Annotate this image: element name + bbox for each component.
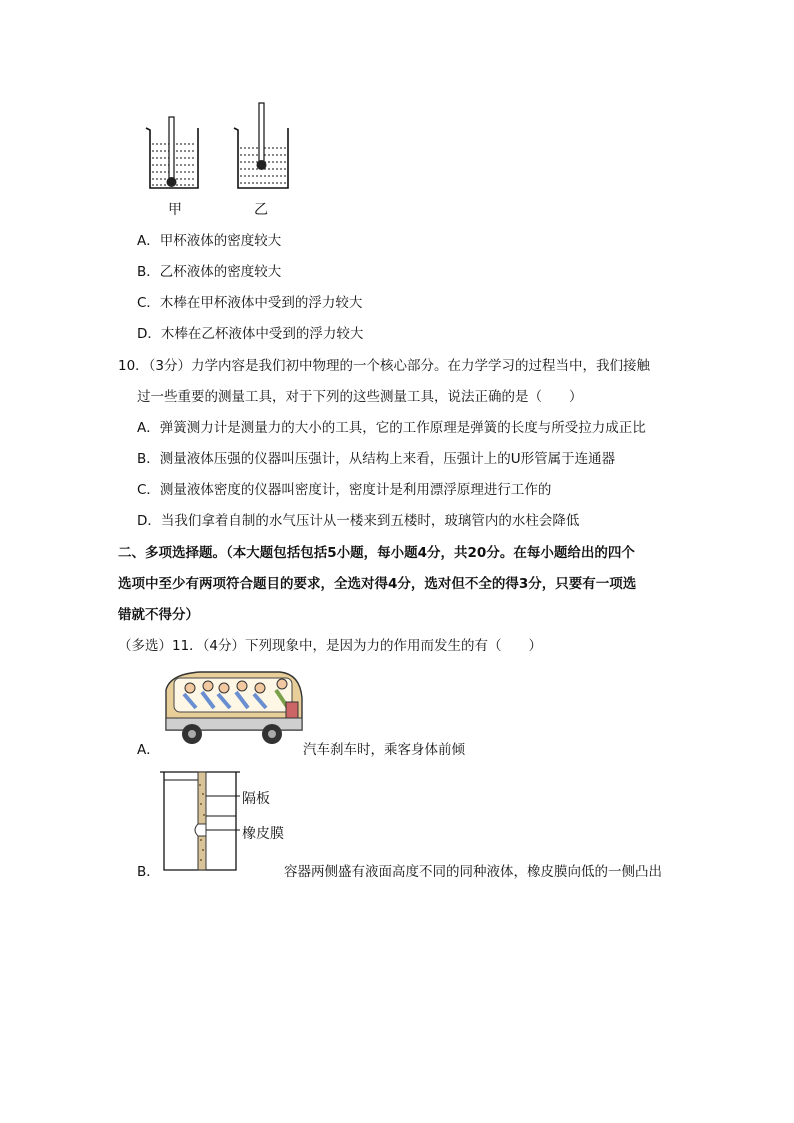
- q10-stem-line2: 过一些重要的测量工具，对于下列的这些测量工具，说法正确的是（ ）: [137, 389, 583, 405]
- q11-stem: （多选）11．（4分）下列现象中，是因为力的作用而发生的有（ ）: [118, 638, 543, 654]
- label-partition-board: 隔板: [242, 791, 270, 807]
- beaker-label-jia: 甲: [168, 202, 182, 218]
- q10-option-b: B．测量液体压强的仪器叫压强计，从结构上来看，压强计上的U形管属于连通器: [137, 451, 616, 467]
- q10-stem-line1: 10．（3分）力学内容是我们初中物理的一个核心部分。在力学学习的过程当中，我们接触: [118, 358, 651, 374]
- q11-option-a-text: 汽车刹车时，乘客身体前倾: [303, 742, 465, 758]
- q10-option-c: C．测量液体密度的仪器叫密度计，密度计是利用漂浮原理进行工作的: [137, 482, 552, 498]
- q9-option-d: D．木棒在乙杯液体中受到的浮力较大: [137, 326, 364, 342]
- beakers-figure: [140, 100, 300, 200]
- q9-option-b: B．乙杯液体的密度较大: [137, 264, 282, 280]
- beaker-yi: [234, 103, 288, 188]
- section2-line2: 选项中至少有两项符合题目的要求，全选对得4分，选对但不全的得3分，只要有一项选: [118, 576, 637, 592]
- bus-illustration: [160, 668, 305, 750]
- label-rubber-membrane: 橡皮膜: [242, 826, 284, 842]
- section2-line3: 错就不得分）: [118, 607, 199, 623]
- q9-option-c: C．木棒在甲杯液体中受到的浮力较大: [137, 295, 363, 311]
- q11-option-b-letter: B．: [137, 864, 160, 880]
- q9-option-a: A．甲杯液体的密度较大: [137, 233, 282, 249]
- q10-option-d: D．当我们拿着自制的水气压计从一楼来到五楼时，玻璃管内的水柱会降低: [137, 513, 580, 529]
- q10-option-a: A．弹簧测力计是测量力的大小的工具，它的工作原理是弹簧的长度与所受拉力成正比: [137, 420, 646, 436]
- q11-option-b-text: 容器两侧盛有液面高度不同的同种液体，橡皮膜向低的一侧凸出: [284, 864, 662, 880]
- beaker-label-yi: 乙: [254, 202, 268, 218]
- section2-line1: 二、多项选择题。（本大题包括包括5小题，每小题4分，共20分。在每小题给出的四个: [118, 545, 635, 561]
- q11-option-a-letter: A．: [137, 742, 160, 758]
- beaker-jia: [146, 117, 198, 188]
- partition-container: [160, 770, 240, 874]
